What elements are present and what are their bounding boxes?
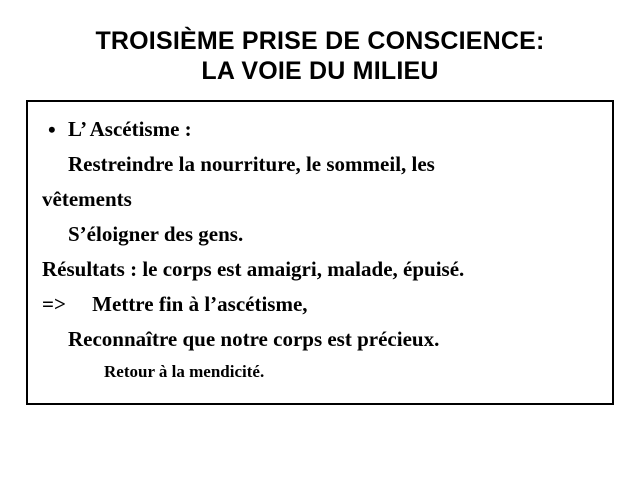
list-item [42,112,598,147]
page-title-line-1: TROISIÈME PRISE DE CONSCIENCE: [95,27,545,55]
body-line: S’éloigner des gens. [68,222,244,246]
page-title-line-2: LA VOIE DU MILIEU [201,57,439,85]
footnote-line: Retour à la mendicité. [104,362,265,381]
body-line: Reconnaître que notre corps est précieux. [68,327,440,351]
body-line: Restreindre la nourriture, le sommeil, les [68,152,435,176]
page-title [0,0,640,86]
content-box [26,100,614,405]
body-line: vêtements [42,187,132,211]
bullet-icon: • [48,117,56,142]
list-item-label: L’ Ascétisme : [68,117,192,141]
body-line: Résultats : le corps est amaigri, malade, épuisé. [42,257,465,281]
body-line: => Mettre fin à l’ascétisme, [42,292,308,316]
